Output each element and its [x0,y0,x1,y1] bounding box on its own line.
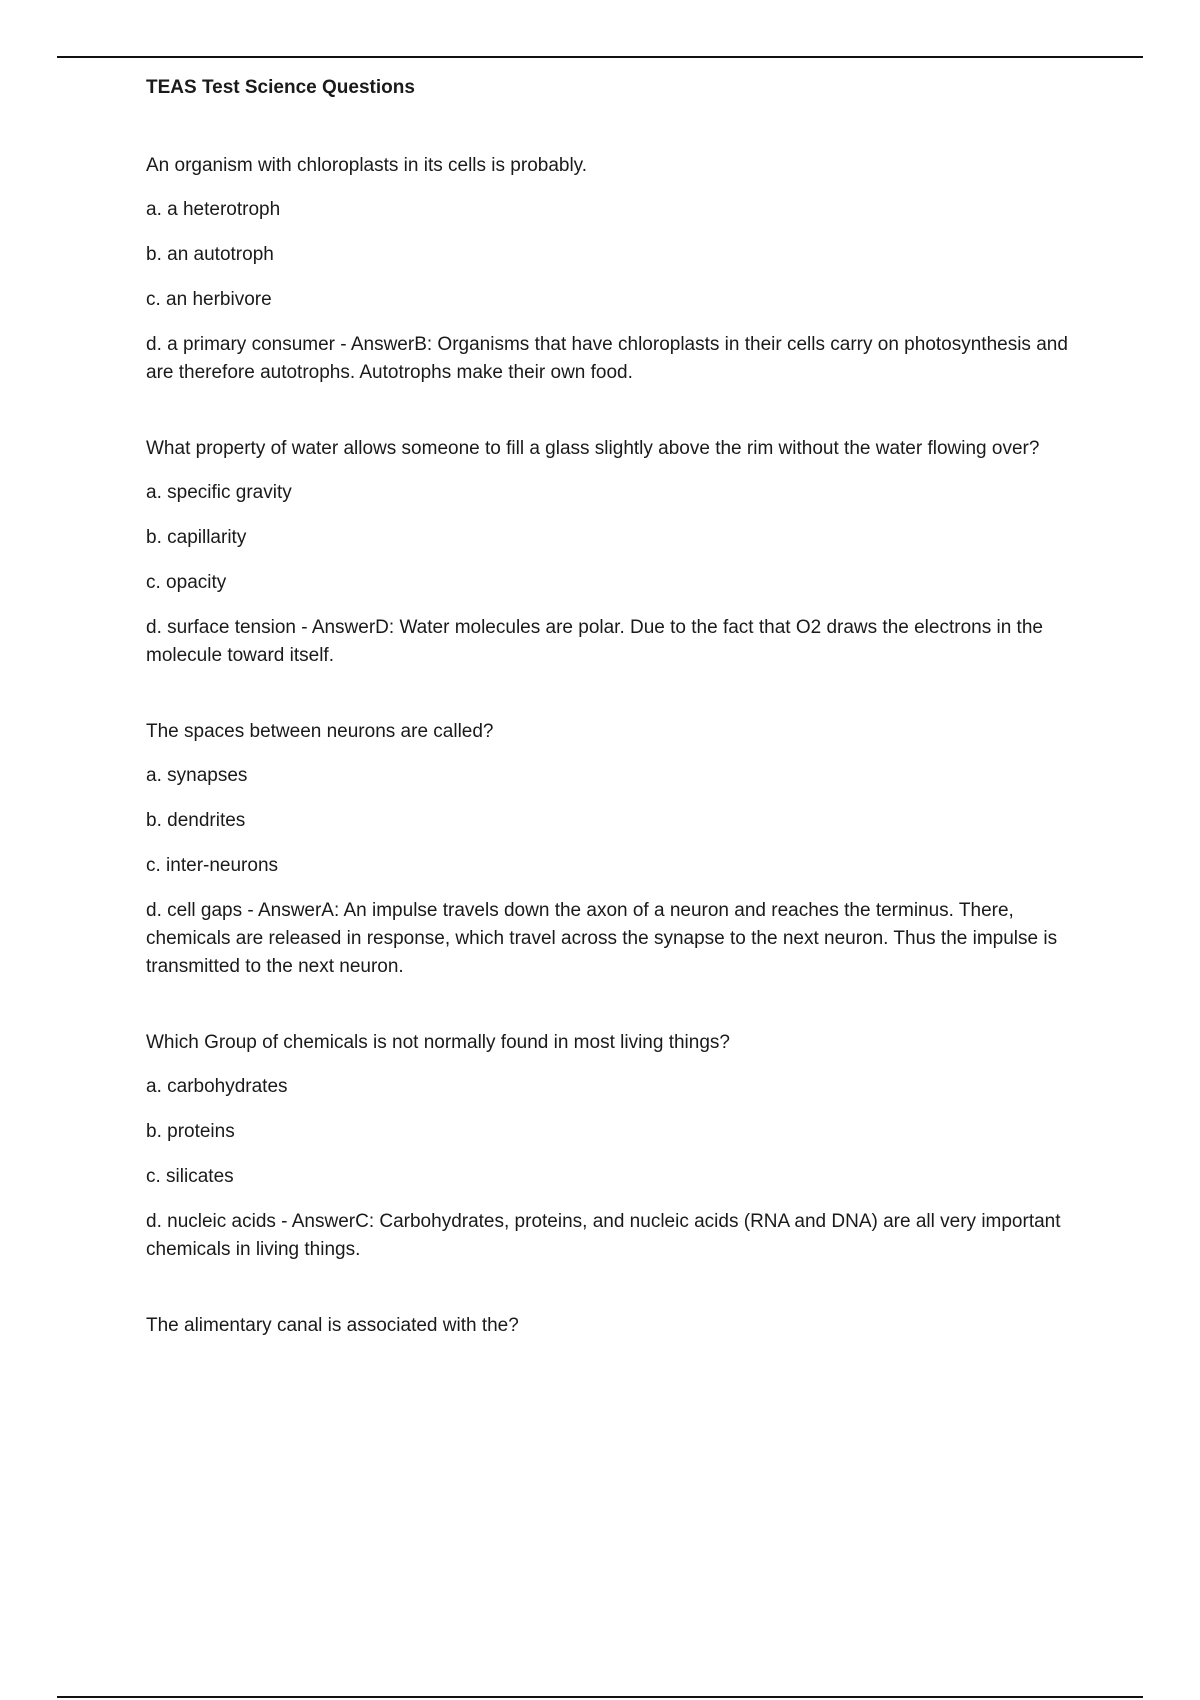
option-d-answer: d. nucleic acids - AnswerC: Carbohydrates, proteins, and nucleic acids (RNA and DNA) are all very important chemicals in living things. [146,1211,1061,1260]
question-text: An organism with chloroplasts in its cells is probably. [146,155,588,176]
option-b: b. an autotroph [146,244,274,265]
bottom-rule [57,1696,1143,1698]
question-3 [146,718,1086,981]
option-b: b. dendrites [146,810,246,831]
option-d-answer: d. cell gaps - AnswerA: An impulse travels down the axon of a neuron and reaches the terminus. There, chemicals are released in response, which travel across the synapse to the next neuron. Thus the impulse is transmitted to the next neuron. [146,900,1058,977]
option-a: a. synapses [146,765,248,786]
option-d-answer: d. a primary consumer - AnswerB: Organisms that have chloroplasts in their cells carry on photosynthesis and are therefore autotrophs. Autotrophs make their own food. [146,334,1068,383]
question-4 [146,1029,1086,1264]
top-rule [57,56,1143,58]
question-text: What property of water allows someone to fill a glass slightly above the rim without the water flowing over? [146,438,1040,459]
option-d-answer: d. surface tension - AnswerD: Water molecules are polar. Due to the fact that O2 draws the electrons in the molecule toward itself. [146,617,1043,666]
question-5 [146,1312,1086,1340]
option-a: a. carbohydrates [146,1076,288,1097]
option-a: a. specific gravity [146,482,292,503]
option-c: c. inter-neurons [146,855,279,876]
document-body [146,70,1086,1340]
document-title: TEAS Test Science Questions [146,77,415,98]
question-1 [146,152,1086,387]
option-c: c. opacity [146,572,227,593]
question-text: The spaces between neurons are called? [146,721,494,742]
option-c: c. an herbivore [146,289,272,310]
option-b: b. proteins [146,1121,235,1142]
option-c: c. silicates [146,1166,234,1187]
question-2 [146,435,1086,670]
question-text: Which Group of chemicals is not normally found in most living things? [146,1032,730,1053]
option-b: b. capillarity [146,527,247,548]
option-a: a. a heterotroph [146,199,281,220]
question-text: The alimentary canal is associated with the? [146,1315,519,1336]
